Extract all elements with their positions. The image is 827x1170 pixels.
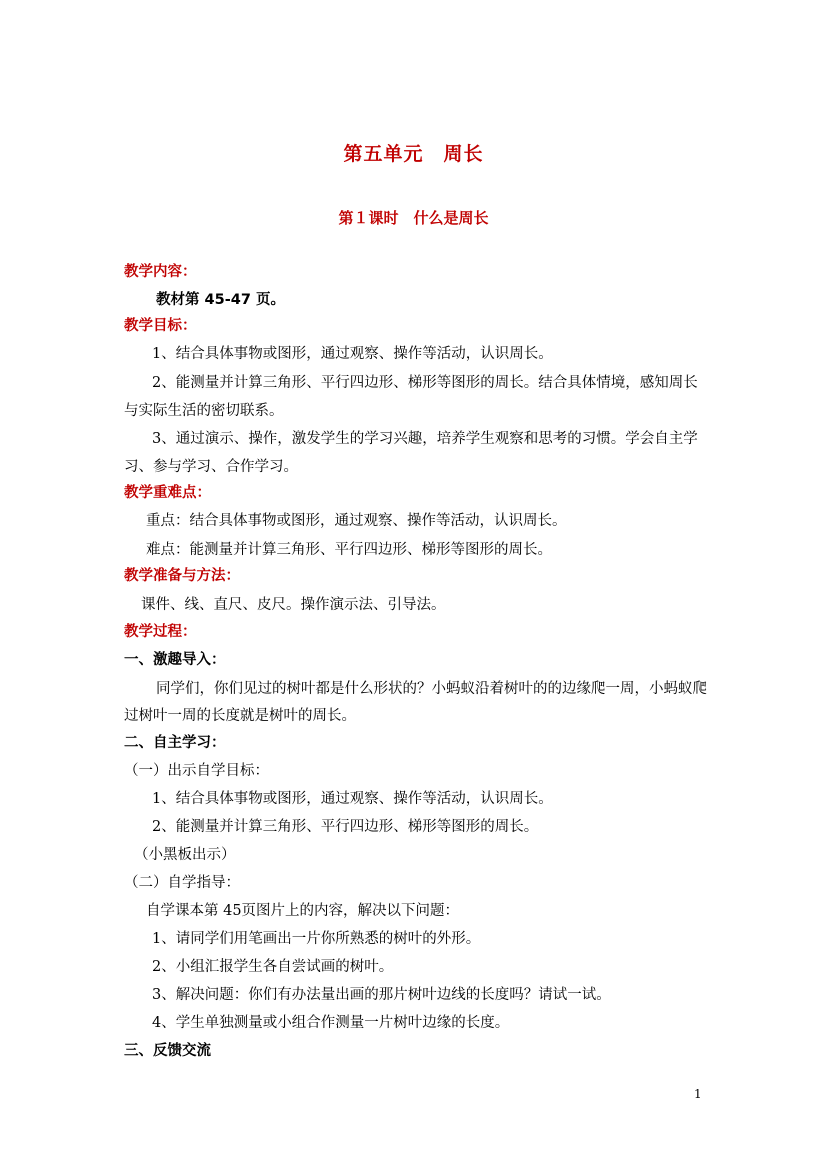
text-line: （一）出示自学目标： bbox=[124, 763, 269, 779]
text-line: 难点：能测量并计算三角形、平行四边形、梯形等图形的周长。 bbox=[146, 542, 552, 558]
section-heading-preparation: 教学准备与方法： bbox=[124, 568, 240, 584]
text-line: 1、结合具体事物或图形，通过观察、操作等活动，认识周长。 bbox=[152, 791, 553, 807]
text-line: 1、请同学们用笔画出一片你所熟悉的树叶的外形。 bbox=[152, 931, 481, 947]
text-line: 2、小组汇报学生各自尝试画的树叶。 bbox=[152, 959, 394, 975]
text-line: 习、参与学习、合作学习。 bbox=[124, 459, 298, 475]
section-heading-keypoints: 教学重难点： bbox=[124, 485, 211, 501]
text-line: 1、结合具体事物或图形，通过观察、操作等活动，认识周长。 bbox=[152, 346, 553, 362]
document-title: 第五单元 周长 bbox=[343, 143, 484, 165]
text-line: 过树叶一周的长度就是树叶的周长。 bbox=[124, 708, 356, 724]
text-line: 2、能测量并计算三角形、平行四边形、梯形等图形的周长。 bbox=[152, 819, 539, 835]
subsection-heading: 一、激趣导入： bbox=[124, 652, 226, 668]
text-line: 与实际生活的密切联系。 bbox=[124, 403, 284, 419]
text-line: 3、解决问题：你们有办法量出画的那片树叶边线的长度吗？请试一试。 bbox=[152, 987, 611, 1003]
text-line: 3、通过演示、操作，激发学生的学习兴趣，培养学生观察和思考的习惯。学会自主学 bbox=[152, 431, 698, 447]
text-line: 2、能测量并计算三角形、平行四边形、梯形等图形的周长。结合具体情境，感知周长 bbox=[152, 375, 698, 391]
section-heading-goals: 教学目标： bbox=[124, 318, 197, 334]
text-line: 课件、线、直尺、皮尺。操作演示法、引导法。 bbox=[141, 597, 446, 613]
section-heading-content: 教学内容： bbox=[124, 264, 197, 280]
subsection-heading: 三、反馈交流 bbox=[124, 1043, 211, 1059]
text-line: 同学们，你们见过的树叶都是什么形状的？小蚂蚁沿着树叶的的边缘爬一周，小蚂蚁爬 bbox=[156, 681, 707, 697]
page-number: 1 bbox=[694, 1087, 702, 1101]
text-line: 4、学生单独测量或小组合作测量一片树叶边缘的长度。 bbox=[152, 1015, 510, 1031]
text-line: （小黑板出示） bbox=[134, 847, 236, 863]
text-line: 教材第 45-47 页。 bbox=[156, 292, 285, 308]
lesson-subtitle: 第１课时 什么是周长 bbox=[338, 209, 489, 227]
text-line: 自学课本第 45页图片上的内容，解决以下问题： bbox=[146, 903, 460, 919]
subsection-heading: 二、自主学习： bbox=[124, 735, 226, 751]
text-line: （二）自学指导： bbox=[124, 875, 240, 891]
text-line: 重点：结合具体事物或图形，通过观察、操作等活动，认识周长。 bbox=[146, 513, 567, 529]
section-heading-process: 教学过程： bbox=[124, 624, 197, 640]
